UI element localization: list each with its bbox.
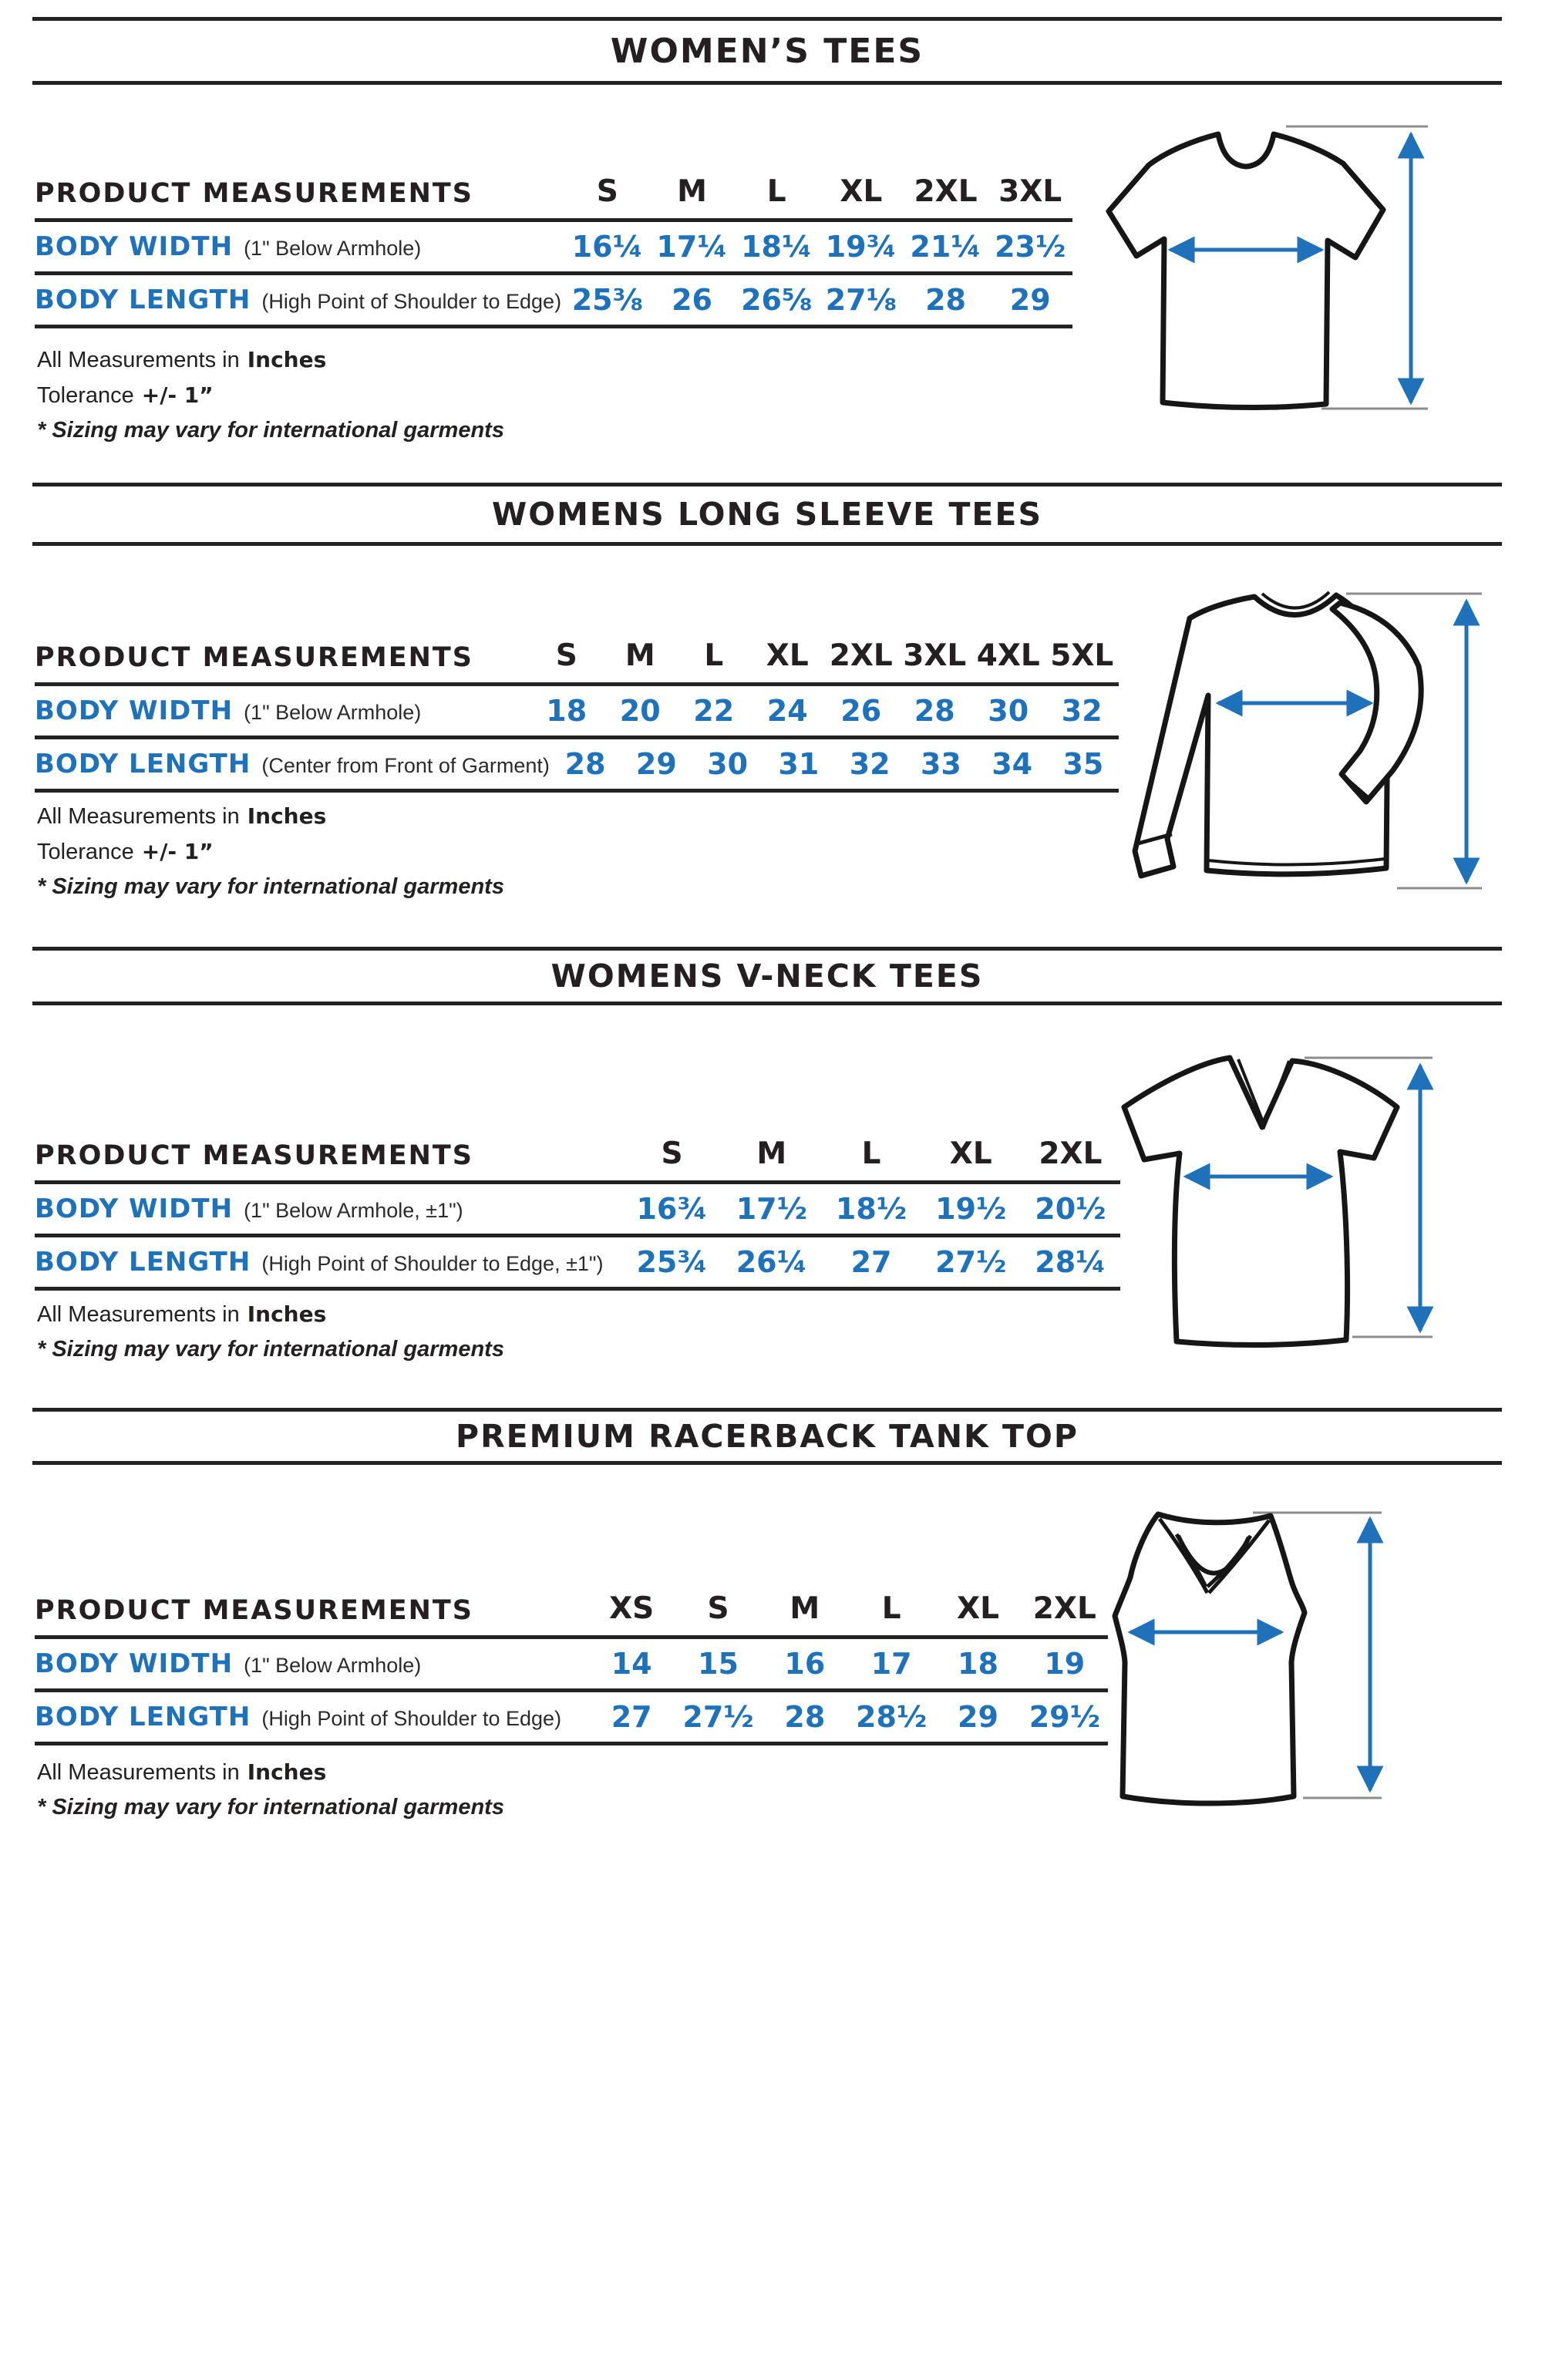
- footnote-tolerance: [37, 839, 504, 865]
- measurements-table: [35, 174, 1072, 328]
- measurements-table: [35, 1136, 1120, 1291]
- size-column-header: M: [677, 174, 707, 209]
- row-label-cell: [35, 231, 565, 262]
- row-label-cell: [35, 1702, 588, 1732]
- section-title-band: [32, 947, 1502, 1005]
- footnotes: [37, 803, 504, 909]
- row-note: (1" Below Armhole): [244, 701, 422, 724]
- section-title-band: [32, 17, 1502, 85]
- size-column-header: 3XL: [903, 638, 967, 673]
- footnote-units: [37, 1301, 504, 1328]
- measurement-value: 28: [914, 694, 955, 728]
- body-width-row: [35, 1639, 1108, 1692]
- measurement-value: 34: [992, 747, 1033, 781]
- measurement-value: 23½: [995, 230, 1066, 264]
- size-column-header: L: [881, 1591, 901, 1626]
- measurement-value: 16¼: [571, 230, 643, 264]
- size-column-header: XL: [957, 1591, 999, 1626]
- section-title-band: [32, 1408, 1502, 1465]
- row-label-cell: [35, 1648, 588, 1679]
- measurement-value: 17¼: [656, 230, 728, 264]
- footnote-text: All Measurements in: [37, 348, 240, 372]
- table-header: PRODUCT MEASUREMENTS: [35, 1140, 473, 1171]
- body-length-row: [35, 1237, 1120, 1291]
- body-length-row: [35, 739, 1119, 793]
- table-header-row: [35, 174, 1072, 222]
- table-header-label-cell: [35, 178, 565, 209]
- row-label: BODY WIDTH: [35, 231, 234, 262]
- measurement-value: 17½: [736, 1192, 807, 1226]
- measurement-value: 30: [707, 747, 749, 781]
- measurement-value: 27½: [682, 1700, 754, 1734]
- size-column-headers: [622, 1136, 1120, 1171]
- size-column-header: 2XL: [829, 638, 893, 673]
- section-title: WOMENS V-NECK TEES: [550, 958, 984, 995]
- v-neck-tee-illustration: [1087, 1045, 1534, 1416]
- footnote-text: All Measurements in: [37, 804, 240, 829]
- size-column-headers: [530, 638, 1119, 673]
- body-width-row: [35, 222, 1072, 275]
- measurement-value: 32: [849, 747, 891, 781]
- measurement-value: 28½: [856, 1700, 928, 1734]
- footnotes: [37, 1759, 504, 1830]
- measurement-value: 29: [635, 747, 677, 781]
- footnotes: [37, 347, 504, 453]
- footnote-bold: Inches: [247, 803, 327, 829]
- table-header: PRODUCT MEASUREMENTS: [35, 1595, 473, 1626]
- row-values: [588, 1647, 1108, 1681]
- size-column-header: M: [756, 1136, 787, 1171]
- measurement-value: 27: [850, 1245, 892, 1279]
- row-values: [565, 230, 1072, 264]
- measurement-value: 28: [784, 1700, 826, 1734]
- table-header-row: [35, 638, 1119, 686]
- footnote-bold: Inches: [247, 1759, 327, 1785]
- size-column-header: M: [625, 638, 655, 673]
- footnote-bold: +/- 1”: [141, 382, 214, 408]
- measurement-value: 18½: [835, 1192, 907, 1226]
- footnote-bold: +/- 1”: [141, 839, 214, 864]
- row-note: (High Point of Shoulder to Edge): [261, 290, 562, 313]
- measurement-value: 29: [958, 1700, 998, 1734]
- measurement-value: 19¾: [825, 230, 897, 264]
- table-header-label-cell: [35, 642, 530, 673]
- size-column-header: S: [707, 1591, 729, 1626]
- measurement-value: 18: [958, 1647, 998, 1681]
- table-header-label-cell: [35, 1595, 588, 1626]
- measurement-value: 25¾: [636, 1245, 708, 1279]
- section-title: WOMEN’S TEES: [610, 31, 924, 71]
- measurement-value: 19½: [935, 1192, 1007, 1226]
- measurement-value: 21¼: [910, 230, 981, 264]
- measurement-value: 26: [672, 283, 712, 317]
- measurement-value: 16: [784, 1647, 826, 1681]
- measurement-value: 28: [925, 283, 966, 317]
- size-column-header: XS: [609, 1591, 655, 1626]
- size-column-header: L: [861, 1136, 881, 1171]
- size-column-header: 2XL: [1032, 1591, 1096, 1626]
- size-column-header: 2XL: [914, 174, 978, 209]
- size-column-header: 5XL: [1050, 638, 1114, 673]
- footnote-bold: Inches: [247, 347, 327, 372]
- footnote-tolerance: [37, 382, 504, 409]
- measurement-value: 29: [1009, 283, 1051, 317]
- body-width-row: [35, 686, 1119, 739]
- measurement-value: 22: [693, 694, 735, 728]
- measurement-value: 18: [546, 694, 588, 728]
- measurement-value: 18¼: [741, 230, 813, 264]
- section-title: WOMENS LONG SLEEVE TEES: [492, 496, 1042, 533]
- measurement-value: 15: [698, 1647, 739, 1681]
- garment-outline: [1115, 1514, 1305, 1803]
- measurement-value: 26: [840, 694, 882, 728]
- measurement-value: 27½: [935, 1245, 1007, 1279]
- footnote-sizing: * Sizing may vary for international garments: [37, 418, 504, 443]
- size-column-header: L: [766, 174, 786, 209]
- footnote-units: [37, 803, 504, 830]
- footnote-bold: Inches: [247, 1301, 327, 1327]
- size-column-headers: [565, 174, 1072, 209]
- garment-outline: [1109, 134, 1383, 408]
- table-header-row: [35, 1591, 1108, 1639]
- measurement-value: 25⅜: [571, 283, 643, 317]
- row-note: (1" Below Armhole): [244, 1654, 422, 1677]
- row-label: BODY LENGTH: [35, 1702, 251, 1732]
- size-column-header: XL: [766, 638, 809, 673]
- measurement-value: 17: [870, 1647, 912, 1681]
- measurement-value: 26¼: [736, 1245, 807, 1279]
- measurement-value: 24: [766, 694, 808, 728]
- size-column-header: 4XL: [976, 638, 1040, 673]
- row-label: BODY LENGTH: [35, 1247, 251, 1278]
- size-column-header: 3XL: [998, 174, 1062, 209]
- row-label: BODY LENGTH: [35, 749, 251, 779]
- row-label-cell: [35, 749, 550, 779]
- row-label-cell: [35, 284, 565, 315]
- measurement-value: 14: [611, 1647, 652, 1681]
- body-length-row: [35, 1692, 1108, 1745]
- body-width-row: [35, 1184, 1120, 1237]
- crewneck-tee-illustration: [1095, 108, 1534, 478]
- measurement-value: 32: [1061, 694, 1103, 728]
- footnote-sizing: * Sizing may vary for international garments: [37, 874, 504, 899]
- row-label: BODY WIDTH: [35, 695, 234, 726]
- measurement-value: 20: [619, 694, 661, 728]
- table-header-row: [35, 1136, 1120, 1184]
- footnote-units: [37, 1759, 504, 1786]
- row-note: (Center from Front of Garment): [261, 754, 550, 777]
- table-header: PRODUCT MEASUREMENTS: [35, 178, 473, 209]
- section-title: PREMIUM RACERBACK TANK TOP: [456, 1418, 1079, 1455]
- size-column-header: S: [596, 174, 618, 209]
- measurement-value: 20½: [1035, 1192, 1106, 1226]
- garment-outline: [1135, 595, 1388, 876]
- size-column-header: S: [661, 1136, 683, 1171]
- footnote-text: Tolerance: [37, 383, 134, 408]
- measurement-value: 35: [1062, 747, 1104, 781]
- measurement-value: 33: [920, 747, 961, 781]
- racerback-tank-illustration: [1110, 1503, 1534, 1889]
- measurement-value: 28¼: [1035, 1245, 1106, 1279]
- measurement-value: 31: [778, 747, 820, 781]
- body-length-row: [35, 275, 1072, 328]
- size-column-header: S: [555, 638, 577, 673]
- footnote-units: [37, 347, 504, 373]
- row-note: (1" Below Armhole): [244, 237, 422, 260]
- row-values: [588, 1700, 1108, 1734]
- size-column-header: 2XL: [1039, 1136, 1103, 1171]
- measurement-value: 19: [1044, 1647, 1086, 1681]
- measurements-table: [35, 1591, 1108, 1745]
- garment-outline: [1124, 1058, 1397, 1345]
- row-values: [622, 1245, 1120, 1279]
- footnote-text: All Measurements in: [37, 1760, 240, 1785]
- size-column-headers: [588, 1591, 1108, 1626]
- measurement-value: 28: [564, 747, 606, 781]
- footnote-text: All Measurements in: [37, 1302, 240, 1327]
- row-label: BODY LENGTH: [35, 284, 251, 315]
- table-header-label-cell: [35, 1140, 622, 1171]
- footnote-sizing: * Sizing may vary for international garments: [37, 1795, 504, 1820]
- row-note: (1" Below Armhole, ±1"): [244, 1199, 463, 1222]
- footnotes: [37, 1301, 504, 1372]
- measurement-value: 16¾: [636, 1192, 708, 1226]
- row-values: [622, 1192, 1120, 1226]
- long-sleeve-tee-illustration: [1110, 572, 1542, 942]
- row-values: [565, 283, 1072, 317]
- row-note: (High Point of Shoulder to Edge): [261, 1707, 562, 1730]
- measurement-value: 27: [611, 1700, 652, 1734]
- section-title-band: [32, 483, 1502, 546]
- row-label-cell: [35, 1247, 622, 1278]
- footnote-text: Tolerance: [37, 840, 134, 864]
- measurement-value: 27⅛: [825, 283, 897, 317]
- measurement-value: 30: [988, 694, 1029, 728]
- size-column-header: XL: [949, 1136, 992, 1171]
- row-label-cell: [35, 1193, 622, 1224]
- row-values: [530, 694, 1119, 728]
- measurement-value: 26⅝: [741, 283, 813, 317]
- row-values: [550, 747, 1119, 781]
- size-column-header: M: [790, 1591, 820, 1626]
- row-label: BODY WIDTH: [35, 1648, 234, 1679]
- size-column-header: XL: [840, 174, 883, 209]
- row-label: BODY WIDTH: [35, 1193, 234, 1224]
- measurements-table: [35, 638, 1119, 793]
- table-header: PRODUCT MEASUREMENTS: [35, 642, 473, 673]
- row-label-cell: [35, 695, 530, 726]
- row-note: (High Point of Shoulder to Edge, ±1"): [261, 1252, 604, 1275]
- footnote-sizing: * Sizing may vary for international garments: [37, 1337, 504, 1362]
- measurement-value: 29½: [1029, 1700, 1100, 1734]
- size-column-header: L: [704, 638, 724, 673]
